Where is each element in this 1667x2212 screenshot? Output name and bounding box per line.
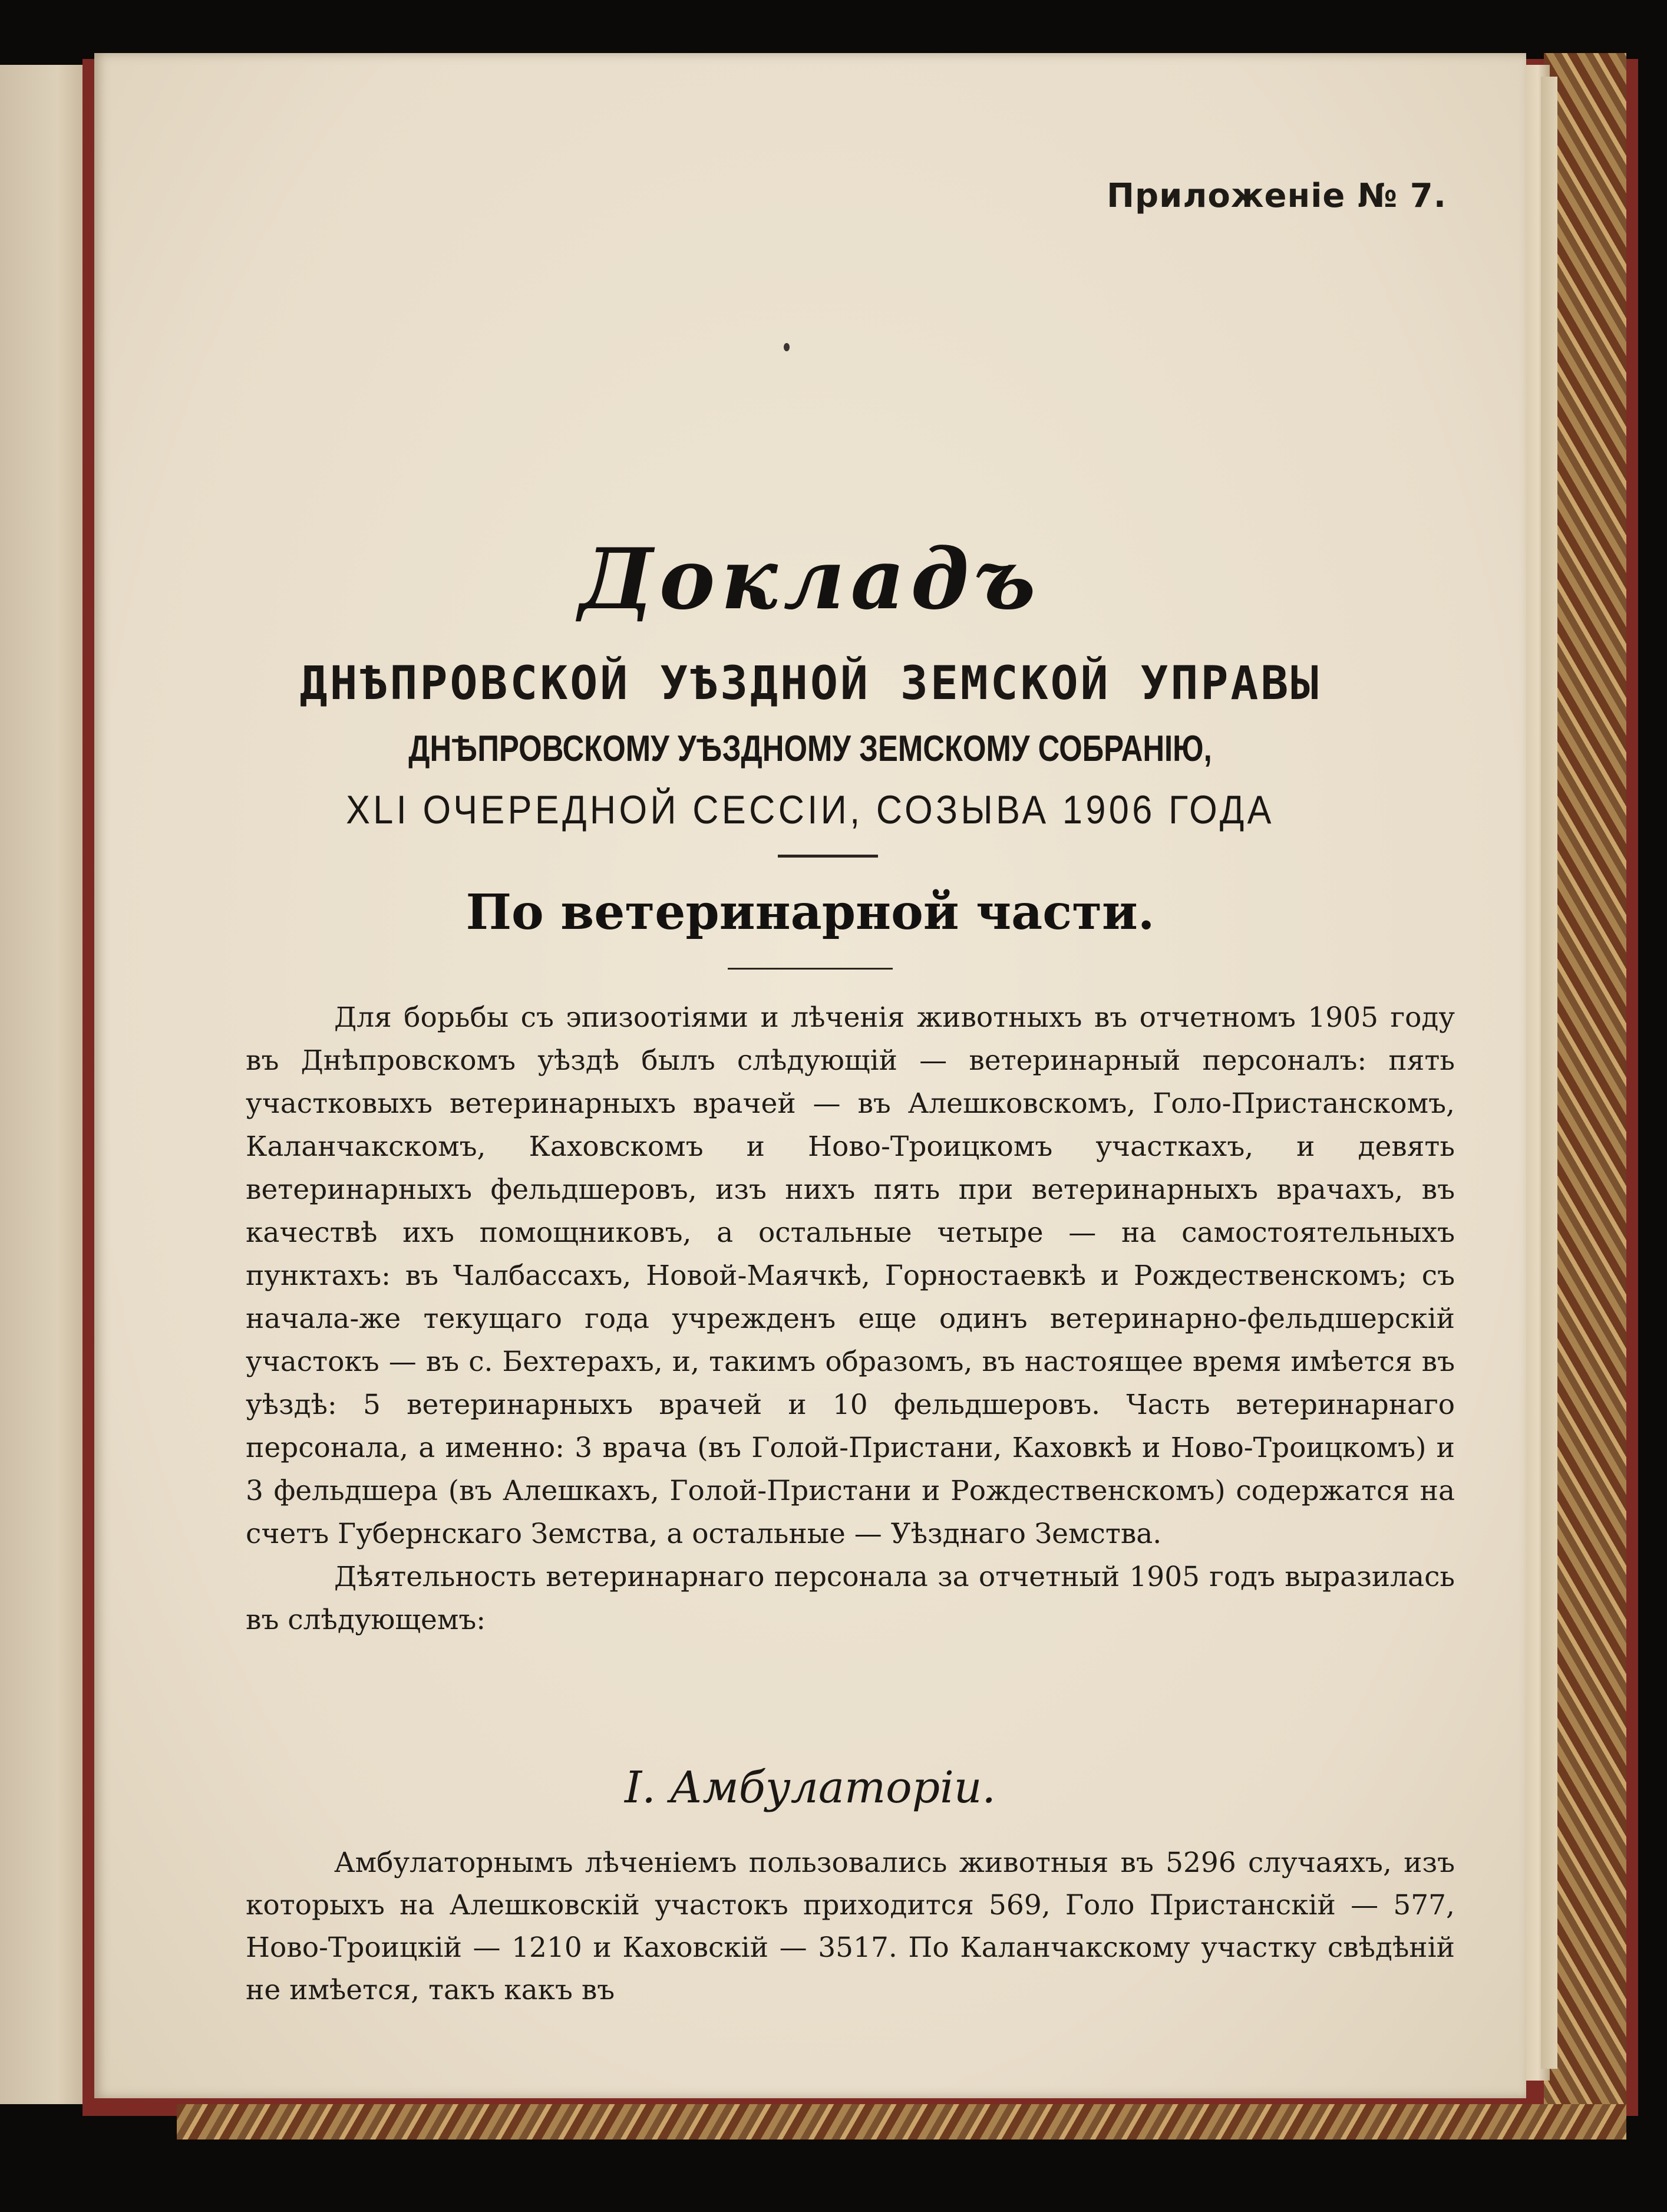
document-title: Докладъ: [579, 530, 1042, 628]
org-line-3: XLI ОЧЕРЕДНОЙ СЕССІИ, СОЗЫВА 1906 ГОДА: [346, 787, 1275, 832]
page-stack-edge-inner: [1541, 77, 1557, 2069]
org-line-1: ДНѢПРОВСКОЙ УѢЗДНОЙ ЗЕМСКОЙ УПРАВЫ: [299, 657, 1321, 710]
paragraph-2: Дѣятельность ветеринарнаго персонала за отчетный 1905 годъ выразилась въ слѣдующемъ:: [246, 1561, 1455, 1636]
body-text: [246, 996, 1455, 1641]
left-page-edge: [0, 65, 82, 2104]
appendix-label: Приложеніе № 7.: [1107, 177, 1447, 215]
paragraph-3: Амбулаторнымъ лѣченіемъ пользовались животныя въ 5296 случаяхъ, изъ которыхъ на Алешковскій участокъ приходится 569, Голо Пристанскій — 577, Ново-Троицкій — 1210 и Каховскій — 3517. По Каланчакскому участку свѣдѣній не имѣется, такъ какъ въ: [246, 1847, 1455, 2006]
subsection-heading: I. Амбулаторіи.: [625, 1762, 996, 1813]
ink-dot: [784, 343, 790, 351]
body-text-continued: [246, 1842, 1455, 2012]
section-underline: [728, 968, 893, 970]
divider-rule: [778, 855, 878, 858]
section-title: По ветеринарной части.: [466, 884, 1155, 941]
paragraph-1: Для борьбы съ эпизоотіями и лѣченія животныхъ въ отчетномъ 1905 году въ Днѣпровскомъ уѣздѣ былъ слѣдующій — ветеринарный персоналъ: пять участковыхъ ветеринарныхъ врачей — въ Алешковскомъ, Голо-Пристанскомъ, Каланчакскомъ, Каховскомъ и Ново-Троицкомъ участкахъ, и девять ветеринарныхъ фельдшеровъ, изъ нихъ пять при ветеринарныхъ врачахъ, въ качествѣ ихъ помощниковъ, а остальные четыре — на самостоятельныхъ пунктахъ: въ Чалбассахъ, Новой-Маячкѣ, Горностаевкѣ и Рождественскомъ; съ начала-же текущаго года учрежденъ еще одинъ ветеринарно-фельдшерскій участокъ — въ с. Бехтерахъ, и, такимъ образомъ, въ настоящее время имѣется въ уѣздѣ: 5 ветеринарныхъ врачей и 10 фельдшеровъ. Часть ветеринарнаго персонала, а именно: 3 врача (въ Голой-Пристани, Каховкѣ и Ново-Троицкомъ) и 3 фельдшера (въ Алешкахъ, Голой-Пристани и Рождественскомъ) содержатся на счетъ Губернскаго Земства, а остальные — Уѣзднаго Земства.: [246, 1001, 1455, 1550]
marbled-endpaper-bottom: [177, 2104, 1626, 2140]
document-page: [94, 53, 1526, 2098]
org-line-2: ДНѢПРОВСКОМУ УѢЗДНОМУ ЗЕМСКОМУ СОБРАНІЮ,: [408, 728, 1212, 769]
